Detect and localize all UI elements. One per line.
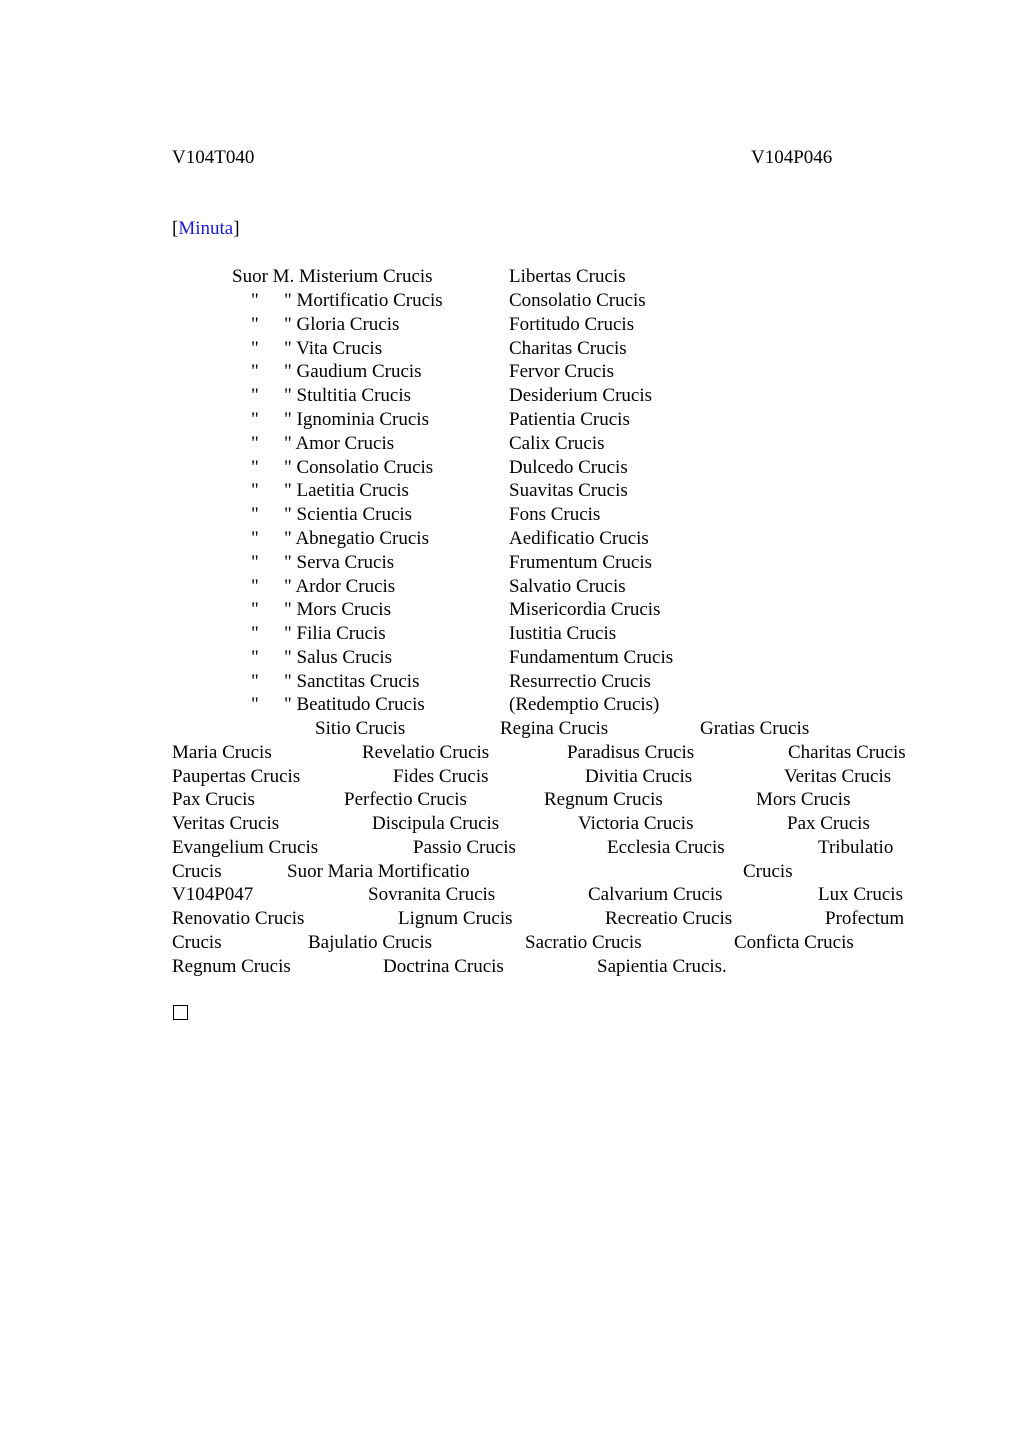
paragraph-word: Sacratio Crucis bbox=[525, 932, 642, 953]
ditto-mark: " bbox=[251, 457, 259, 478]
list-item: " Mors Crucis bbox=[284, 599, 391, 620]
paragraph-word: Veritas Crucis bbox=[784, 766, 892, 787]
ditto-mark: " bbox=[251, 623, 259, 644]
paragraph-word: Mors Crucis bbox=[756, 789, 851, 810]
minuta-heading: [Minuta] bbox=[172, 218, 240, 239]
list-item: Frumentum Crucis bbox=[509, 552, 653, 573]
list-item: Aedificatio Crucis bbox=[509, 528, 649, 549]
paragraph-word: Gratias Crucis bbox=[700, 718, 810, 739]
list-item: (Redemptio Crucis) bbox=[509, 694, 660, 715]
paragraph-word: Crucis bbox=[743, 861, 793, 882]
paragraph-word: Fides Crucis bbox=[393, 766, 489, 787]
paragraph-word: Renovatio Crucis bbox=[172, 908, 305, 929]
paragraph-word: Paupertas Crucis bbox=[172, 766, 301, 787]
list-item: " Salus Crucis bbox=[284, 647, 393, 668]
paragraph-word: Charitas Crucis bbox=[788, 742, 906, 763]
paragraph-word: Sovranita Crucis bbox=[368, 884, 496, 905]
paragraph-word: Passio Crucis bbox=[413, 837, 516, 858]
paragraph-word: Maria Crucis bbox=[172, 742, 272, 763]
list-item: Consolatio Crucis bbox=[509, 290, 646, 311]
list-item: " Sanctitas Crucis bbox=[284, 671, 420, 692]
list-item: " Laetitia Crucis bbox=[284, 480, 409, 501]
paragraph-word: Regina Crucis bbox=[500, 718, 609, 739]
page-code-left: V104T040 bbox=[172, 147, 255, 168]
paragraph-word: Lignum Crucis bbox=[398, 908, 513, 929]
list-item: " Ignominia Crucis bbox=[284, 409, 429, 430]
list-item: " Gloria Crucis bbox=[284, 314, 400, 335]
ditto-mark: " bbox=[251, 552, 259, 573]
paragraph-word: V104P047 bbox=[172, 884, 254, 905]
checkbox-square-icon bbox=[173, 1005, 188, 1020]
list-item: " Scientia Crucis bbox=[284, 504, 413, 525]
paragraph-word: Regnum Crucis bbox=[544, 789, 663, 810]
paragraph-word: Evangelium Crucis bbox=[172, 837, 319, 858]
ditto-mark: " bbox=[251, 385, 259, 406]
ditto-mark: " bbox=[251, 504, 259, 525]
list-item: Suavitas Crucis bbox=[509, 480, 628, 501]
paragraph-word: Bajulatio Crucis bbox=[308, 932, 433, 953]
paragraph-word: Pax Crucis bbox=[172, 789, 255, 810]
list-item: " Ardor Crucis bbox=[284, 576, 396, 597]
list-item: " Vita Crucis bbox=[284, 338, 383, 359]
paragraph-word: Crucis bbox=[172, 932, 222, 953]
list-item: Desiderium Crucis bbox=[509, 385, 653, 406]
list-item: Fundamentum Crucis bbox=[509, 647, 674, 668]
paragraph-word: Suor Maria Mortificatio bbox=[287, 861, 470, 882]
list-item: Calix Crucis bbox=[509, 433, 605, 454]
first-name: Suor M. Misterium Crucis bbox=[232, 266, 433, 287]
paragraph-word: Veritas Crucis bbox=[172, 813, 280, 834]
list-item: Patientia Crucis bbox=[509, 409, 630, 430]
list-item: Resurrectio Crucis bbox=[509, 671, 651, 692]
ditto-mark: " bbox=[251, 576, 259, 597]
list-item: Charitas Crucis bbox=[509, 338, 627, 359]
list-item: " Beatitudo Crucis bbox=[284, 694, 425, 715]
ditto-mark: " bbox=[251, 433, 259, 454]
minuta-link[interactable]: Minuta bbox=[178, 218, 234, 239]
paragraph-word: Calvarium Crucis bbox=[588, 884, 723, 905]
list-item: " Amor Crucis bbox=[284, 433, 395, 454]
ditto-mark: " bbox=[251, 338, 259, 359]
list-item: Fortitudo Crucis bbox=[509, 314, 635, 335]
ditto-mark: " bbox=[251, 528, 259, 549]
page-code-right: V104P046 bbox=[751, 147, 833, 168]
ditto-mark: " bbox=[251, 314, 259, 335]
paragraph-word: Conficta Crucis bbox=[734, 932, 854, 953]
paragraph-word: Perfectio Crucis bbox=[344, 789, 467, 810]
list-item: Salvatio Crucis bbox=[509, 576, 626, 597]
list-item: Fervor Crucis bbox=[509, 361, 615, 382]
ditto-mark: " bbox=[251, 599, 259, 620]
paragraph-word: Crucis bbox=[172, 861, 222, 882]
paragraph-word: Paradisus Crucis bbox=[567, 742, 695, 763]
list-item: " Abnegatio Crucis bbox=[284, 528, 429, 549]
paragraph-word: Revelatio Crucis bbox=[362, 742, 490, 763]
paragraph-word: Victoria Crucis bbox=[578, 813, 694, 834]
paragraph-word: Sapientia Crucis. bbox=[597, 956, 727, 977]
ditto-mark: " bbox=[251, 480, 259, 501]
ditto-mark: " bbox=[251, 671, 259, 692]
paragraph-word: Lux Crucis bbox=[818, 884, 903, 905]
list-item: Fons Crucis bbox=[509, 504, 601, 525]
list-item: Libertas Crucis bbox=[509, 266, 626, 287]
list-item: Misericordia Crucis bbox=[509, 599, 661, 620]
list-item: " Serva Crucis bbox=[284, 552, 395, 573]
paragraph-word: Divitia Crucis bbox=[585, 766, 693, 787]
paragraph-word: Ecclesia Crucis bbox=[607, 837, 725, 858]
list-item: Dulcedo Crucis bbox=[509, 457, 628, 478]
paragraph-word: Pax Crucis bbox=[787, 813, 870, 834]
list-item: " Consolatio Crucis bbox=[284, 457, 434, 478]
list-item: " Stultitia Crucis bbox=[284, 385, 412, 406]
ditto-mark: " bbox=[251, 409, 259, 430]
ditto-mark: " bbox=[251, 694, 259, 715]
paragraph-word: Sitio Crucis bbox=[315, 718, 406, 739]
list-item: " Filia Crucis bbox=[284, 623, 386, 644]
ditto-mark: " bbox=[251, 361, 259, 382]
paragraph-word: Discipula Crucis bbox=[372, 813, 500, 834]
paragraph-word: Profectum bbox=[825, 908, 905, 929]
paragraph-word: Doctrina Crucis bbox=[383, 956, 504, 977]
paragraph-word: Regnum Crucis bbox=[172, 956, 291, 977]
list-item: " Mortificatio Crucis bbox=[284, 290, 443, 311]
paragraph-word: Tribulatio bbox=[818, 837, 894, 858]
list-item: Iustitia Crucis bbox=[509, 623, 617, 644]
ditto-mark: " bbox=[251, 647, 259, 668]
paragraph-word: Recreatio Crucis bbox=[605, 908, 733, 929]
list-item: " Gaudium Crucis bbox=[284, 361, 422, 382]
ditto-mark: " bbox=[251, 290, 259, 311]
